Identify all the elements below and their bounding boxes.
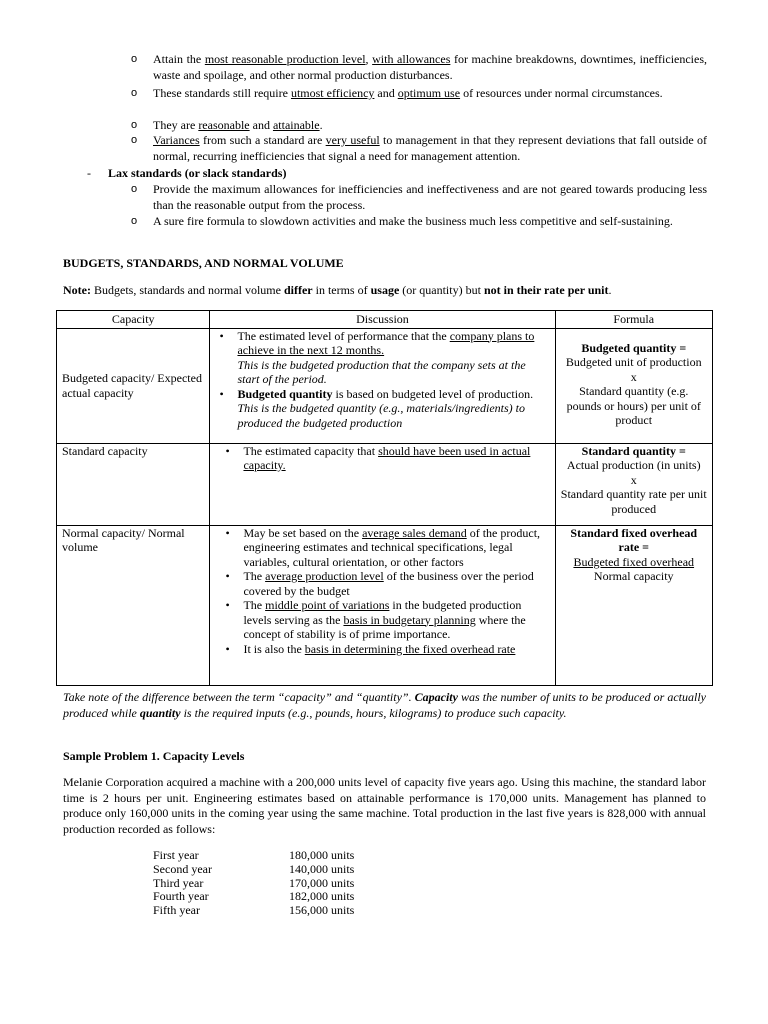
section-title: BUDGETS, STANDARDS, AND NORMAL VOLUME xyxy=(63,256,344,270)
list-item: • The average production level of the business over the period covered by the budget xyxy=(243,569,549,598)
list-item: Third year 170,000 units xyxy=(153,875,355,890)
note-line: Note: Budgets, standards and normal volume differ in terms of usage (or quantity) but not in their rate per unit. xyxy=(63,283,612,297)
list-item: • May be set based on the average sales demand of the product, engineering estimates and technical specifications, legal variables, cultural orientation, or other factors xyxy=(243,526,549,570)
bullet-marker: o xyxy=(131,119,138,131)
capacity-table xyxy=(56,310,713,686)
capacity-cell: Budgeted capacity/ Expected actual capacity xyxy=(57,328,210,443)
header-formula: Formula xyxy=(555,311,713,329)
formula-cell: Standard fixed overhead rate = Budgeted fixed overhead Normal capacity xyxy=(555,525,713,685)
sample-problem-paragraph: Melanie Corporation acquired a machine with a 200,000 units level of capacity five years ago. Using this machine, the standard labor time is 2 hours per unit. Engineering estimates based on attainable performance is 170,000 units. Management has planned to produce only 160,000 units in the coming year using the same machine. Total production in the last five years is 828,000 with annual production recorded as follows: xyxy=(63,775,706,836)
discussion-cell xyxy=(210,328,555,443)
list-item: • The estimated level of performance that the company plans to achieve in the next 12 months. This is the budgeted production that the company sets at the start of the period. xyxy=(237,329,549,387)
formula-cell: Standard quantity = Actual production (in units) x Standard quantity rate per unit produced xyxy=(555,443,713,525)
capacity-cell: Standard capacity xyxy=(57,443,210,525)
bullet-marker: o xyxy=(131,87,138,99)
list-item: Second year 140,000 units xyxy=(153,861,355,876)
list-item: Fifth year 156,000 units xyxy=(153,903,355,918)
table-row-normal xyxy=(57,525,713,685)
header-discussion: Discussion xyxy=(210,311,555,329)
list-item: • Budgeted quantity is based on budgeted level of production. This is the budgeted quantity (e.g., materials/ingredients) to produced the budgeted production xyxy=(237,387,549,431)
annual-production-list xyxy=(153,849,354,918)
bullet-marker: o xyxy=(131,134,138,146)
bullet-marker: o xyxy=(131,53,138,65)
dash-marker: - xyxy=(87,166,91,180)
take-note-paragraph: Take note of the difference between the term “capacity” and “quantity”. Capacity was the number of units to be produced or actually produced while quantity is the required inputs (e.g., pounds, hours, kilograms) to produce such capacity. xyxy=(63,690,706,720)
bullet-marker: o xyxy=(131,183,138,195)
bullet-efficiency: These standards still require utmost efficiency and optimum use of resources under normal circumstances. xyxy=(153,86,663,100)
lax-bullet-formula: A sure fire formula to slowdown activities and make the business much less competitive and self-sustaining. xyxy=(153,214,673,228)
lax-bullet-allowances: Provide the maximum allowances for inefficiencies and ineffectiveness and are not geared towards producing less than the reasonable output from the process. xyxy=(153,182,707,212)
lax-standards-heading: Lax standards (or slack standards) xyxy=(108,166,287,180)
list-item: First year 180,000 units xyxy=(153,848,355,862)
list-item: Fourth year 182,000 units xyxy=(153,889,355,904)
bullet-attain: Attain the most reasonable production level, with allowances for machine breakdowns, downtimes, inefficiencies, waste and spoilage, and other normal production disturbances. xyxy=(153,52,708,82)
capacity-cell: Normal capacity/ Normal volume xyxy=(57,525,210,685)
bullet-variances: Variances from such a standard are very useful to management in that they represent deviations that fall outside of normal, recurring inefficiencies that signal a need for management attention. xyxy=(153,133,708,163)
sample-problem-title: Sample Problem 1. Capacity Levels xyxy=(63,749,245,763)
list-item: • It is also the basis in determining the fixed overhead rate xyxy=(243,642,549,657)
discussion-cell xyxy=(210,525,555,685)
list-item: • The estimated capacity that should have been used in actual capacity. xyxy=(243,444,549,473)
formula-cell: Budgeted quantity = Budgeted unit of production x Standard quantity (e.g. pounds or hours) per unit of product xyxy=(555,328,713,443)
bullet-marker: o xyxy=(131,215,138,227)
table-header-row xyxy=(57,311,713,329)
discussion-cell xyxy=(210,443,555,525)
header-capacity: Capacity xyxy=(57,311,210,329)
table-row-budgeted xyxy=(57,328,713,443)
table-row-standard xyxy=(57,443,713,525)
list-item: • The middle point of variations in the budgeted production levels serving as the basis in budgetary planning where the concept of stability is of prime importance. xyxy=(243,598,549,642)
bullet-reasonable: They are reasonable and attainable. xyxy=(153,118,323,132)
